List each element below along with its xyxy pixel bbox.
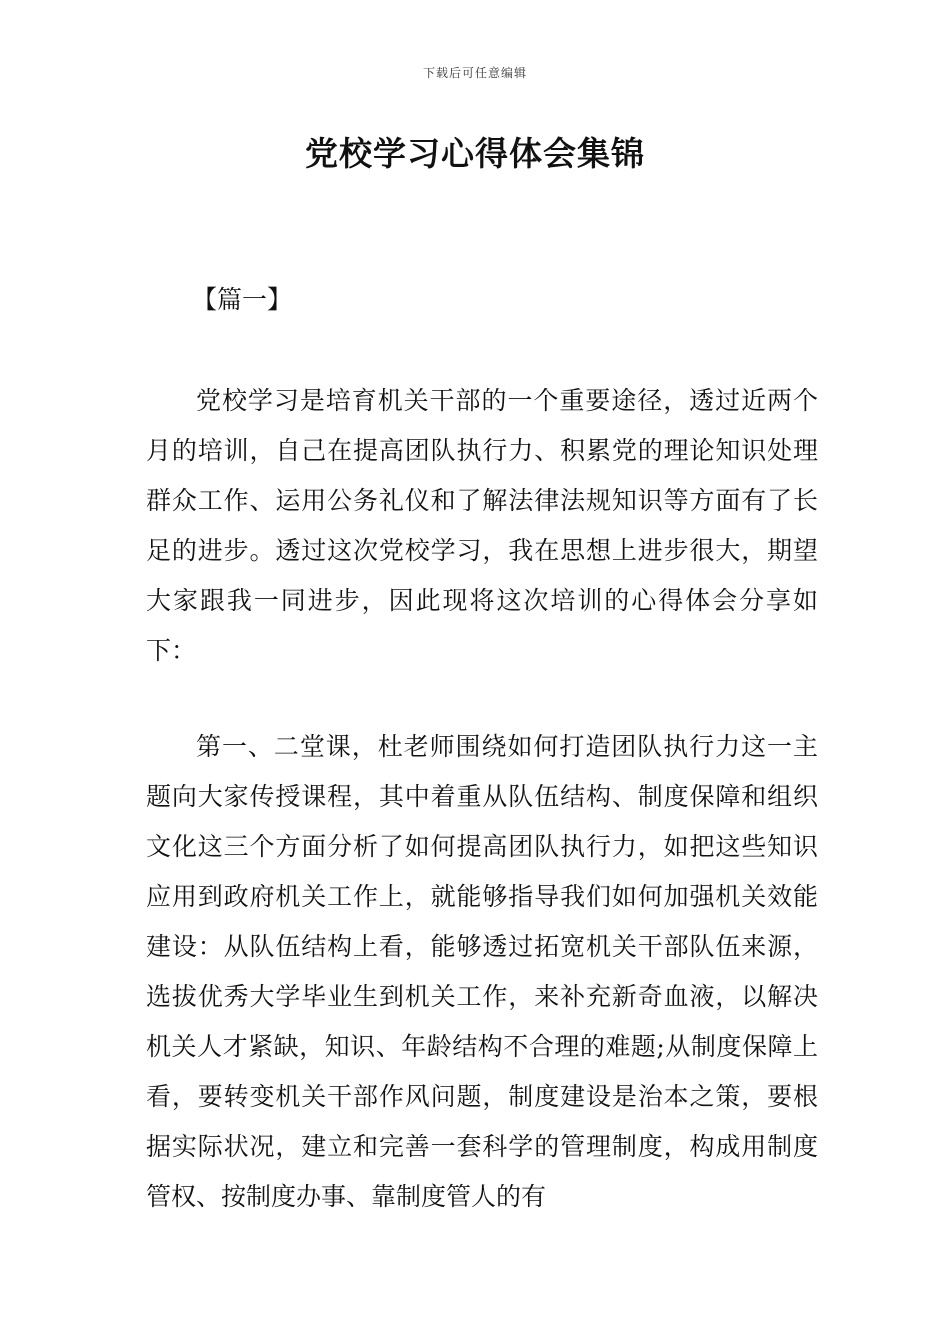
- body-paragraph-1: 党校学习是培育机关干部的一个重要途径，透过近两个月的培训，自己在提高团队执行力、积累党的理论知识处理群众工作、运用公务礼仪和了解法律法规知识等方面有了长足的进步。透过这次党校学习，我在思想上进步很大，期望大家跟我一同进步，因此现将这次培训的心得体会分享如下：: [146, 386, 818, 665]
- body-paragraph-2: 第一、二堂课，杜老师围绕如何打造团队执行力这一主题向大家传授课程，其中着重从队伍结构、制度保障和组织文化这三个方面分析了如何提高团队执行力，如把这些知识应用到政府机关工作上，就能够指导我们如何加强机关效能建设：从队伍结构上看，能够透过拓宽机关干部队伍来源，选拔优秀大学毕业生到机关工作，来补充新奇血液，以解决机关人才紧缺，知识、年龄结构不合理的难题;从制度保障上看，要转变机关干部作风问题，制度建设是治本之策，要根据实际状况，建立和完善一套科学的管理制度，构成用制度管权、按制度办事、靠制度管人的有: [146, 732, 818, 1211]
- header-note: 下载后可任意编辑: [422, 66, 527, 80]
- document-title: 党校学习心得体会集锦: [305, 134, 645, 173]
- section-label: 【篇一】: [192, 285, 293, 314]
